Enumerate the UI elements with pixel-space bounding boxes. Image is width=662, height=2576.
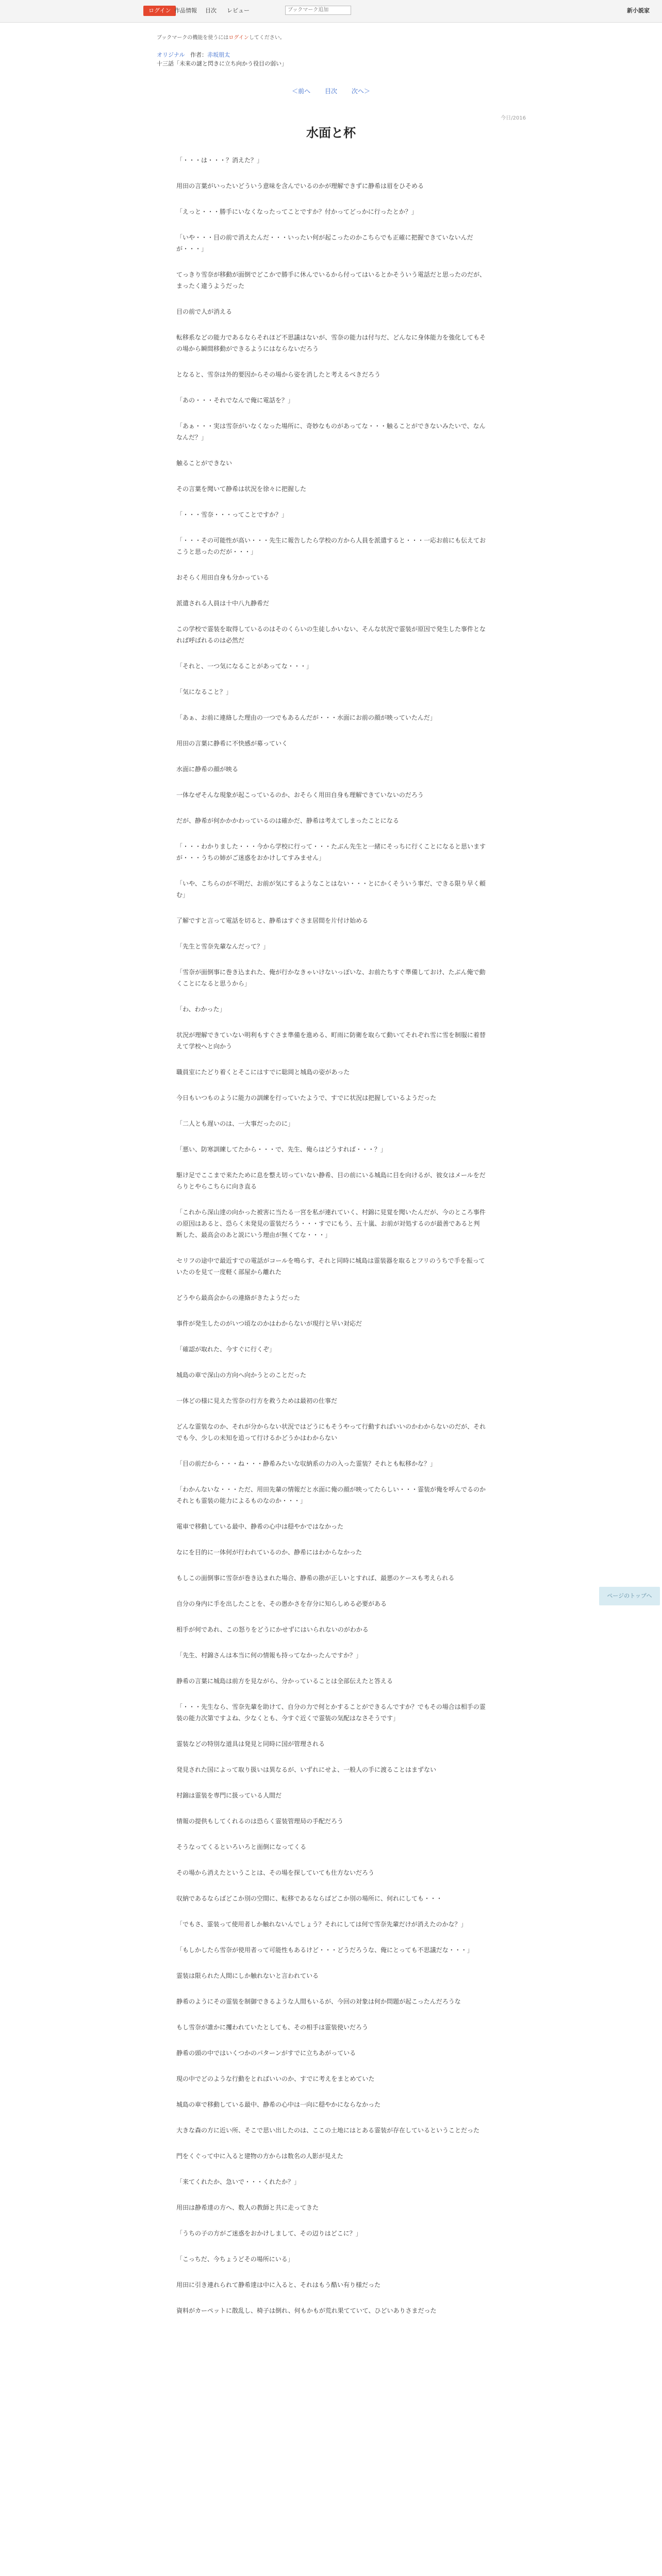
story-paragraph: 「いや・・・目の前で消えたんだ・・・いったい何が起こったのかこちらでも正確に把握できていないんだが・・・」 [176, 234, 473, 252]
index-link[interactable]: 目次 [324, 88, 337, 95]
site-logo[interactable]: 新小説家 [627, 7, 650, 14]
story-paragraph: 大きな森の方に近い所、そこで思い出したのは、ここの土地にはとある霊装が存在しているということだった [176, 2127, 480, 2134]
chapter-line: 十三話「未来の謎と閃きに立ち向かう役目の弱い」 [157, 60, 287, 67]
story-paragraph: 情報の提供もしてくれるのは恐らく霊装管理局の手配だろう [176, 1818, 344, 1825]
story-paragraph: 村錦は霊装を専門に扱っている人間だ [176, 1792, 282, 1799]
story-paragraph: 「・・・その可能性が高い・・・先生に報告したら学校の方から人員を派遣すると・・・一応お前にも伝えておこうと思ったのだが・・・」 [176, 537, 486, 555]
story-paragraph: 「でもさ、霊装って使用者しか触れないんでしょう？それにしては何で雪奈先輩だけが消えたのかな？」 [176, 1921, 467, 1928]
story-paragraph: 「・・・雪奈・・・ってことですか？」 [176, 511, 288, 518]
story-paragraph: 「もしかしたら雪奈が使用者って可能性もあるけど・・・どうだろうな、俺にとっても不思議だな・・・」 [176, 1946, 473, 1954]
top-navigation-bar [0, 0, 662, 23]
story-paragraph: 霊装は限られた人間にしか触れないと言われている [176, 1972, 319, 1979]
story-paragraph: 資料がカーペットに散乱し、椅子は倒れ、何もかもが荒れ果てていて、ひどいありさまだった [176, 2307, 437, 2314]
story-paragraph: 城島の車で深山の方向へ向かうとのことだった [176, 1371, 307, 1379]
story-paragraph: 「来てくれたか、急いで・・・くれたか？」 [176, 2178, 301, 2185]
story-paragraph: 門をくぐって中に入ると建物の方からは数名の人影が見えた [176, 2153, 343, 2160]
post-date: 今日/2016 [501, 115, 526, 121]
story-paragraph: 「・・・先生なら、雪奈先輩を助けて、自分の力で何とかすることができるんですか？でもその場合は相手の霊装の能力次第ですよね、少なくとも、今すぐ近くで霊装の気配はなさそうです」 [176, 1703, 486, 1722]
story-paragraph: その場から消えたということは、その場を探していても仕方ないだろう [176, 1869, 375, 1876]
work-meta [157, 50, 512, 68]
story-paragraph: 「わかんないな・・・ただ、用田先輩の情報だと水面に俺の顔が映ってたらしい・・・霊装が俺を呼んでるのかそれとも霊装の能力によるものなのか・・・」 [176, 1486, 486, 1504]
story-paragraph: 「雪奈が面倒事に巻き込まれた、俺が行かなきゃいけないっぽいな、お前たちすぐ準備しておけ、たぶん俺で動くことになると思うから」 [176, 969, 486, 987]
story-paragraph: 静希のようにその霊装を制御できるような人間もいるが、今回の対象は何か問題が起こったんだろうな [176, 1998, 461, 2005]
story-paragraph: もしこの面倒事に雪奈が巻き込まれた場合、静希の勘が正しいとすれば、最悪のケースも考えられる [176, 1574, 455, 1582]
story-paragraph: だが、静希が何かかかわっているのは確かだ、静希は考えてしまったことになる [176, 817, 399, 824]
prev-link[interactable]: ＜前へ [292, 88, 311, 95]
story-paragraph: 「あぁ・・・実は雪奈がいなくなった場所に、奇妙なものがあってな・・・触ることができないみたいで、なんなんだ？」 [176, 422, 486, 441]
chapter-pager [0, 87, 662, 95]
story-paragraph: 水面に静希の顔が映る [176, 766, 239, 773]
story-paragraph: 「あぁ、お前に連絡した理由の一つでもあるんだが・・・水面にお前の顔が映っていたんだ」 [176, 714, 436, 721]
story-paragraph: 「これから深山達の向かった被害に当たる一宮を私が連れていく、村錦に見覚を聞いたんだが、今のところ事件の原因はあると、恐らく未発見の霊装だろう・・・すでにもう、五十嵐、お前が対処するのが最善であると判断した、最高会のあと説にいう理由が無くてな・・・」 [176, 1209, 486, 1239]
story-paragraph: 状況が理解できていない明利もすぐさま準備を進める、町雨に防衛を取らて動いてそれぞれ雪に雪を制服に着替えて学校へと向かう [176, 1031, 486, 1050]
story-paragraph: 「いや、こちらのが不明だ、お前が気にするようなことはない・・・とにかくそういう事だ、できる限り早く頼む」 [176, 880, 486, 899]
story-paragraph: 触ることができない [176, 460, 233, 467]
story-paragraph: 「・・・は・・・？消えた？」 [176, 157, 263, 164]
story-paragraph: 自分の身内に手を出したことを、その愚かさを存分に知らしめる必要がある [176, 1600, 387, 1607]
story-paragraph: 発見された国によって取り扱いは異なるが、いずれにせよ、一般人の手に渡ることはまずない [176, 1766, 437, 1773]
next-link[interactable]: 次へ＞ [351, 88, 370, 95]
series-link[interactable]: オリジナル [157, 52, 185, 58]
story-paragraph: 電車で移動している最中、静希の心中は穏やかではなかった [176, 1523, 344, 1530]
story-paragraph: となると、雪奈は外的要因からその場から姿を消したと考えるべきだろう [176, 371, 381, 378]
meta-line-1 [157, 50, 512, 59]
chapter-title: 水面と杯 [306, 126, 356, 140]
story-paragraph: 「わ、わかった」 [176, 1006, 226, 1013]
story-paragraph: 静希の頭の中ではいくつかのパターンがすでに立ちあがっている [176, 2049, 356, 2057]
story-paragraph: 相手が何であれ、この怒りをどうにかせずにはいられないのがわかる [176, 1626, 369, 1633]
story-paragraph: 「こっちだ、今ちょうどその場所にいる」 [176, 2256, 294, 2263]
story-body [176, 155, 486, 2331]
story-paragraph: 事件が発生したのがいつ頃なのかはわからないが現行と早い対応だ [176, 1320, 362, 1327]
story-paragraph: 「・・・わかりました・・・今から学校に行って・・・たぶん先生と一緒にそっちに行くことになると思いますが・・・うちの姉がご迷惑をおかけしてすみません」 [176, 843, 486, 861]
story-paragraph: 「あの・・・それでなんで俺に電話を？」 [176, 397, 294, 404]
story-paragraph: 了解ですと言って電話を切ると、静希はすぐさま居間を片付け始める [176, 917, 369, 924]
story-paragraph: なにを目的に一体何が行われているのか、静希にはわからなかった [176, 1549, 362, 1556]
story-paragraph: 今日もいつものように能力の訓練を行っていたようで、すでに状況は把握しているようだった [176, 1094, 437, 1101]
login-button[interactable]: ログイン [143, 6, 176, 16]
page-top-button[interactable]: ページのトップへ [599, 1587, 660, 1605]
nav-item-reviews[interactable]: レビュー [227, 7, 250, 14]
author-link[interactable]: 赤坂朋太 [207, 52, 230, 58]
story-paragraph: 静希の言葉に城島は前方を見ながら、分かっていることは全部伝えたと答える [176, 1677, 393, 1685]
story-paragraph: 「うちの子の方がご迷惑をおかけしまして、その辺りはどこに？」 [176, 2230, 362, 2237]
story-paragraph: この学校で霊装を取得しているのはそのくらいの生徒しかいない、そんな状況で霊装が原因で発生した事件となれば呼ばれるのは必然だ [176, 625, 486, 644]
story-paragraph: てっきり雪奈が移動が面倒でどこかで勝手に休んでいるから付ってはいるとかそういう電話だと思ったのだが、まったく違うようだった [176, 271, 486, 290]
story-paragraph: 駆け足でここまで来たために息を整え切っていない静希、目の前にいる城島に目を向けるが、彼女はメールをだらりとやらこちらに向き直る [176, 1172, 486, 1190]
story-paragraph: 城島の車で移動している最中、静希の心中は一向に穏やかにならなかった [176, 2101, 381, 2108]
nav-item-works[interactable]: 作品情報 [174, 7, 197, 14]
story-paragraph: どうやら最高会からの連絡がきたようだった [176, 1294, 301, 1301]
story-paragraph: 霊装などの特別な道具は発見と同時に国が管理される [176, 1740, 325, 1748]
story-paragraph: 用田に引き連れられて静希達は中に入ると、それはもう酷い有り様だった [176, 2281, 381, 2289]
story-paragraph: 「それと、一つ気になることがあってな・・・」 [176, 663, 312, 670]
story-paragraph: 現の中でどのような行動をとればいいのか、すでに考えをまとめていた [176, 2075, 375, 2082]
story-paragraph: どんな霊装なのか、それが分からない状況ではどうにもそうやって行動すればいいのかわからないのだが、それでも今、少しの未知を追って行けるかどうかはわからない [176, 1423, 486, 1442]
story-paragraph: 派遣される人員は十中八九静希だ [176, 600, 270, 607]
notice-prefix: ブックマークの機能を使うには [157, 35, 229, 41]
story-paragraph: おそらく用田自身も分かっている [176, 574, 270, 581]
story-paragraph: 一体どの様に見えた雪奈の行方を救うためは最初の仕事だ [176, 1397, 338, 1404]
story-paragraph: 「悪い、防寒訓練してたから・・・で、先生、俺らはどうすれば・・・？」 [176, 1146, 387, 1153]
story-paragraph: その言葉を聞いて静希は状況を徐々に把握した [176, 485, 307, 493]
story-paragraph: 「先生と雪奈先輩なんだって？」 [176, 943, 270, 950]
story-paragraph: 用田は静希達の方へ、数人の教師と共に走ってきた [176, 2204, 319, 2211]
story-paragraph: 「二人とも遅いのは、一大事だったのに」 [176, 1120, 294, 1127]
notice-login-link[interactable]: ログイン [228, 35, 249, 41]
story-paragraph: 転移系などの能力であるならそれほど不思議はないが、雪奈の能力は付与だ、どんなに身体能力を強化してもその場から瞬間移動ができるようにはならないだろう [176, 334, 486, 352]
story-paragraph: 「えっと・・・勝手にいなくなったってことですか？付かってどっかに行ったとか？」 [176, 208, 418, 215]
story-paragraph: 一体なぜそんな現象が起こっているのか、おそらく用田自身も理解できていないのだろう [176, 791, 424, 799]
story-paragraph: 収納であるならばどこか別の空間に、転移であるならばどこか別の場所に、何れにしても・・・ [176, 1895, 443, 1902]
story-paragraph: そうなってくるといろいろと面倒になってくる [176, 1843, 307, 1851]
story-paragraph: 目の前で人が消える [176, 308, 233, 315]
story-paragraph: 職員室にたどり着くとそこにはすでに聡岡と城島の姿があった [176, 1069, 350, 1076]
story-paragraph: 用田の言葉に静希に不快感が募っていく [176, 740, 288, 747]
story-paragraph: 「先生、村錦さんは本当に何の情報も持ってなかったんですか？」 [176, 1652, 362, 1659]
author-prefix: 作者： [190, 52, 207, 58]
bookmark-input[interactable] [285, 6, 351, 15]
nav-item-index[interactable]: 目次 [205, 7, 217, 14]
story-paragraph: 用田の言葉がいったいどういう意味を含んでいるのかが理解できずに静希は眉をひそめる [176, 182, 424, 190]
login-notice [157, 33, 285, 41]
story-paragraph: セリフの途中で最近すでの電話がコールを鳴らす、それと同時に城島は霊装器を取るとフリのうちで手を振っていたのを見て一度軽く部屋から離れた [176, 1257, 485, 1276]
notice-suffix: してください。 [249, 35, 285, 41]
story-paragraph: 「目の前だから・・・ね・・・静希みたいな収納系の力の入った霊装？それとも転移かな？」 [176, 1460, 437, 1467]
story-paragraph: 「確認が取れた、今すぐに行くぞ」 [176, 1346, 276, 1353]
story-paragraph: もし雪奈が誰かに攫われていたとしても、その相手は霊装使いだろう [176, 2024, 369, 2031]
story-paragraph: 「気になること？」 [176, 688, 233, 696]
